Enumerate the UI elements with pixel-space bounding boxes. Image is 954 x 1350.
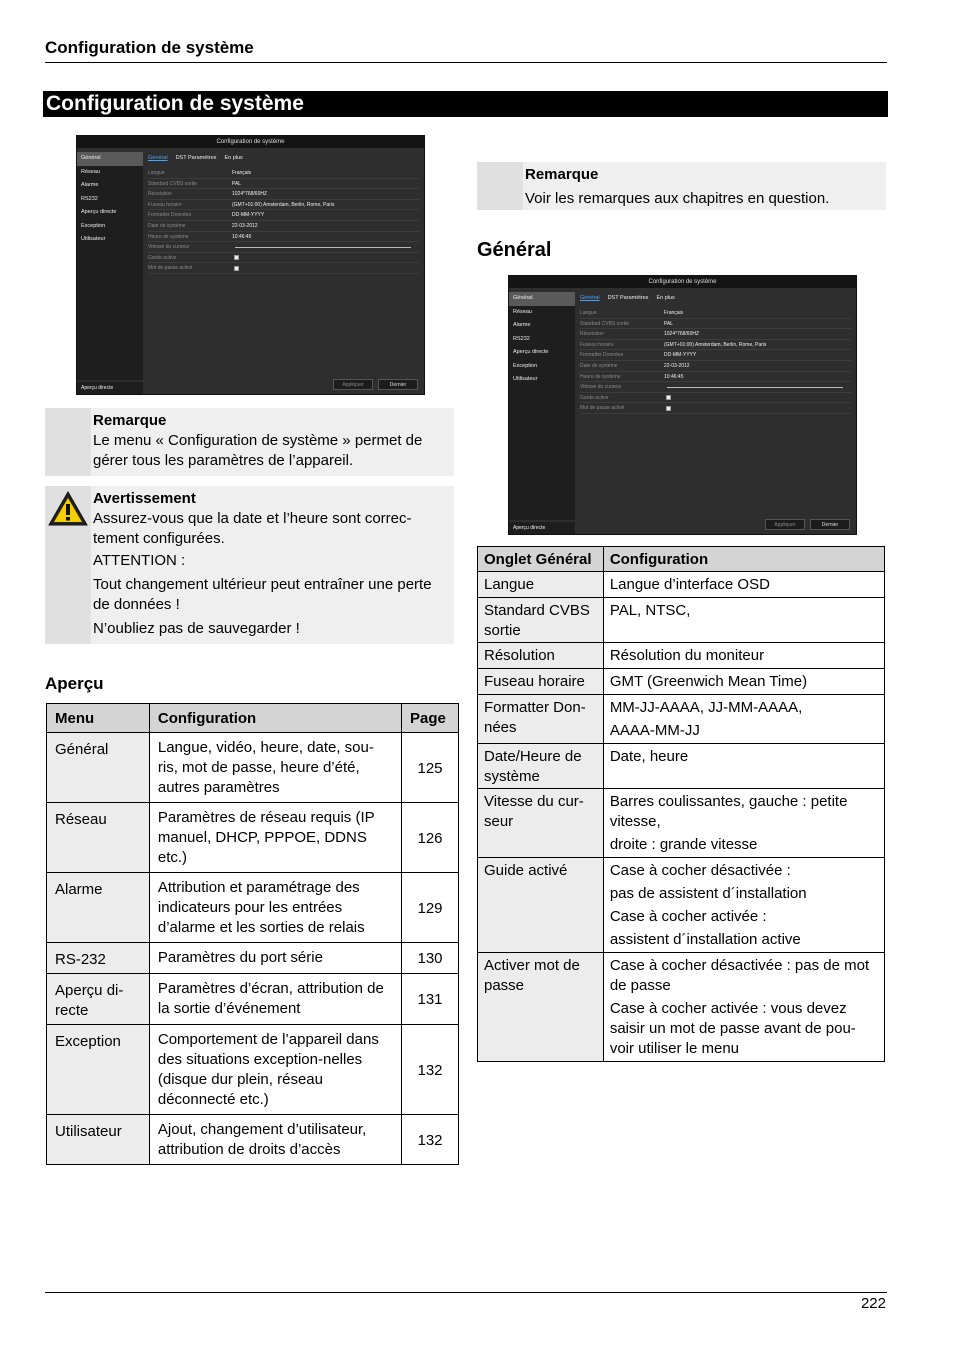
dvr-speed-slider [667,387,843,388]
dvr-field-label: Mot de passe activé [148,265,193,272]
general-key-cell: Fuseau horaire [478,669,604,695]
overview-row [47,1025,459,1115]
general-row [478,953,885,1062]
general-row [478,695,885,744]
dvr-tab: En plus [224,155,243,161]
general-value-cell [603,572,884,598]
general-value-line: Résolution du moniteur [609,647,765,664]
general-key-cell: Résolution [478,643,604,669]
overview-config-cell: Attribution et paramétrage des indicateurs pour les entrées d’alarme et les sorties de relais [149,873,401,943]
dvr-field-label: Langue [580,310,597,316]
general-value-cell [603,695,884,744]
overview-title: Aperçu [45,674,104,693]
overview-menu-cell: Alarme [47,873,150,943]
dvr-field-label: Formatter Données [148,212,192,219]
dvr-tabs [580,295,675,301]
dvr-tab: DST Paramètres [607,295,649,301]
warning-title: Avertissement [93,490,196,507]
dvr-field-label: Langue [148,170,165,176]
dvr-sidebar-item: Aperçu directe [81,209,117,215]
overview-menu-cell: Aperçu di-recte [47,974,150,1025]
dvr-sidebar [77,152,143,380]
warning-line-4: N’oubliez pas de sauvegarder ! [93,620,300,637]
general-key-cell: Activer mot de passe [478,953,604,1062]
warning-box [45,486,454,644]
dvr-field-row [580,340,852,351]
dvr-apply-button: Appliquer [333,379,373,390]
dvr-field-value: DD-MM-YYYY [232,212,265,219]
general-value-line: assistent d´installation active [609,931,801,948]
dvr-field-row [580,361,852,372]
dvr-field-row [580,329,852,340]
dvr-sidebar-item: Général [509,292,575,306]
general-row [478,598,885,643]
dvr-checkbox [234,266,239,271]
dvr-field-label: Vitesse du curseur [148,244,190,251]
dvr-field-row [148,189,420,200]
general-value-line: Langue d’interface OSD [609,576,770,593]
general-row [478,789,885,858]
overview-row [47,873,459,943]
dvr-field-row [148,210,420,221]
dvr-field-label: Formatter Données [580,352,624,359]
dvr-field-value: 10:46:45 [232,233,252,240]
dvr-field-row [148,221,420,232]
general-value-line: MM-JJ-AAAA, JJ-MM-AAAA, [609,699,803,716]
dvr-field-row [580,372,852,383]
general-value-line: Barres coulissantes, gauche : petite vitesse, [609,793,848,830]
overview-header-row [47,704,459,733]
dvr-sidebar-item: Utilisateur [513,376,538,382]
dvr-tab: En plus [656,295,675,301]
overview-menu-cell: Général [47,733,150,803]
dvr-field-row [580,350,852,361]
page-number: 222 [860,1295,886,1312]
dvr-field-label: Mot de passe activé [580,405,625,412]
dvr-screenshot-right [508,275,857,535]
overview-row [47,1115,459,1165]
overview-page-cell: 132 [402,1115,459,1165]
general-value-line: AAAA-MM-JJ [609,722,700,739]
dvr-sidebar-item: Exception [513,362,538,369]
dvr-field-row [148,179,420,190]
general-table [477,546,885,1062]
dvr-sidebar-item: Réseau [81,168,100,175]
overview-header-cell: Page [402,704,459,733]
dvr-field-row [580,393,852,404]
section-title-bar: Configuration de système [43,91,888,117]
note-text: Voir les remarques aux chapitres en question. [525,190,830,207]
overview-row [47,803,459,873]
dvr-field-value: Français [664,310,684,316]
dvr-field-value: 22-03-2012 [664,363,690,369]
overview-row [47,974,459,1025]
dvr-field-label: Standard CVBS sortie [148,180,197,187]
general-value-line: GMT (Greenwich Mean Time) [609,673,808,690]
dvr-field-label: Garde active [580,394,609,401]
general-row [478,858,885,953]
dvr-checkbox [666,406,671,411]
dvr-field-value: PAL [232,180,242,187]
dvr-field-label: Heure de système [148,233,189,240]
dvr-sidebar-item: Exception [81,222,106,229]
dvr-sidebar-item: Alarme [81,182,99,188]
dvr-sidebar-item: Utilisateur [81,236,106,242]
overview-page-cell: 129 [402,873,459,943]
dvr-tabs [148,155,243,161]
dvr-field-value: 1024*768/60HZ [232,191,268,198]
header-rule [45,62,887,63]
general-value-line: pas de assistent d´installation [609,885,807,902]
overview-menu-cell: RS-232 [47,943,150,974]
general-header-row [478,547,885,572]
general-row [478,572,885,598]
overview-config-cell: Paramètres de réseau requis (IP manuel, DHCP, PPPOE, DDNS etc.) [149,803,401,873]
overview-config-cell: Paramètres du port série [149,943,401,974]
general-key-cell: Vitesse du cur-seur [478,789,604,858]
general-header-cell: Configuration [603,547,884,572]
note-title: Remarque [93,412,167,429]
warning-line-1: Assurez-vous que la date et l’heure sont correc-tement configurées. [93,510,412,547]
dvr-field-value: 22-03-2012 [232,223,258,229]
overview-row [47,943,459,974]
dvr-sidebar-item: Aperçu directe [513,349,549,355]
dvr-tab: Général [580,295,600,301]
general-title: Général [477,239,552,261]
general-value-cell [603,789,884,858]
dvr-field-row [148,200,420,211]
dvr-field-label: Résolution [580,331,604,338]
overview-page-cell: 132 [402,1025,459,1115]
general-key-cell: Date/Heure de système [478,744,604,789]
dvr-window-title: Configuration de système [77,136,424,148]
general-value-cell [603,598,884,643]
general-value-line: Case à cocher désactivée : pas de mot de passe [609,957,870,994]
general-key-cell: Standard CVBS sortie [478,598,604,643]
general-key-cell: Formatter Don-nées [478,695,604,744]
dvr-sidebar-item: RS232 [513,335,530,342]
dvr-sidebar-item: Alarme [513,322,531,328]
warning-line-2: ATTENTION : [93,552,186,569]
note-title: Remarque [525,166,599,183]
dvr-field-row [148,253,420,264]
dvr-bottom-label: Aperçu directe [77,382,143,394]
general-value-line: Case à cocher désactivée : [609,862,791,879]
dvr-field-label: Résolution [148,191,172,198]
general-value-line: Case à cocher activée : [609,908,767,925]
overview-header-cell: Configuration [149,704,401,733]
dvr-sidebar-item: RS232 [81,195,98,202]
general-value-line: droite : grande vitesse [609,836,758,853]
overview-config-cell: Ajout, changement d’utilisateur, attribution de droits d’accès [149,1115,401,1165]
general-value-cell [603,643,884,669]
general-row [478,744,885,789]
dvr-field-value: 10:46:45 [664,373,684,380]
dvr-field-label: Vitesse du curseur [580,384,622,391]
dvr-field-row [580,308,852,319]
warning-icon [47,490,89,528]
dvr-field-label: Date de système [580,363,618,369]
general-value-cell [603,858,884,953]
dvr-field-label: Garde active [148,254,177,261]
dvr-sidebar-item: Réseau [513,308,532,315]
general-value-line: PAL, NTSC, [609,602,691,619]
dvr-checkbox [666,395,671,400]
dvr-field-value: PAL [664,320,674,327]
note-bar [45,408,91,476]
general-key-cell: Guide activé [478,858,604,953]
dvr-back-button: Dernier [810,519,850,530]
dvr-field-row [580,403,852,414]
dvr-window-title: Configuration de système [509,276,856,288]
note-box-right [477,162,886,210]
overview-menu-cell: Exception [47,1025,150,1115]
dvr-tab: DST Paramètres [175,155,217,161]
dvr-field-label: Date de système [148,223,186,229]
dvr-back-button: Dernier [378,379,418,390]
dvr-bottom-label: Aperçu directe [509,522,575,534]
dvr-field-row [148,263,420,274]
overview-config-cell: Paramètres d’écran, attribution de la sortie d’événement [149,974,401,1025]
dvr-field-row [148,168,420,179]
general-row [478,643,885,669]
dvr-field-label: Fuseau horaire [148,201,182,208]
dvr-field-label: Fuseau horaire [580,341,614,348]
overview-config-cell: Langue, vidéo, heure, date, sou-ris, mot de passe, heure d’été, autres paramètres [149,733,401,803]
note-bar [477,162,523,210]
dvr-tab: Général [148,155,168,161]
dvr-sidebar-item: Général [77,152,143,166]
overview-page-cell: 130 [402,943,459,974]
running-header: Configuration de système [45,38,254,57]
general-header-cell: Onglet Général [478,547,604,572]
warning-bar [45,486,91,644]
footer-rule [45,1292,887,1293]
overview-header-cell: Menu [47,704,150,733]
general-row [478,669,885,695]
dvr-sidebar [509,292,575,520]
overview-config-cell: Comportement de l’appareil dans des situations exception-nelles (disque dur plein, réseau déconnecté etc.) [149,1025,401,1115]
dvr-field-value: DD-MM-YYYY [664,352,697,359]
dvr-field-row [580,319,852,330]
general-value-cell [603,744,884,789]
overview-page-cell: 131 [402,974,459,1025]
dvr-apply-button: Appliquer [765,519,805,530]
overview-menu-cell: Utilisateur [47,1115,150,1165]
warning-line-3: Tout changement ultérieur peut entraîner une perte de données ! [93,576,432,613]
dvr-field-value: (GMT+01:00) Amsterdam, Berlin, Rome, Paris [232,201,335,208]
dvr-field-value: 1024*768/60HZ [664,331,700,338]
overview-row [47,733,459,803]
dvr-field-label: Heure de système [580,373,621,380]
note-text: Le menu « Configuration de système » permet de gérer tous les paramètres de l’appareil. [93,432,423,469]
dvr-speed-slider [235,247,411,248]
note-box [45,408,454,476]
overview-menu-cell: Réseau [47,803,150,873]
general-key-cell: Langue [478,572,604,598]
dvr-checkbox [234,255,239,260]
general-value-line: Case à cocher activée : vous devez saisir un mot de passe avant de pou-voir utiliser le menu [609,1000,856,1057]
general-value-line: Date, heure [609,748,689,765]
dvr-field-row [148,232,420,243]
overview-page-cell: 126 [402,803,459,873]
general-value-cell [603,953,884,1062]
dvr-screenshot-left [76,135,425,395]
dvr-field-value: Français [232,170,252,176]
overview-page-cell: 125 [402,733,459,803]
general-value-cell [603,669,884,695]
overview-table [46,703,459,1165]
dvr-field-label: Standard CVBS sortie [580,320,629,327]
dvr-field-value: (GMT+01:00) Amsterdam, Berlin, Rome, Paris [664,341,767,348]
